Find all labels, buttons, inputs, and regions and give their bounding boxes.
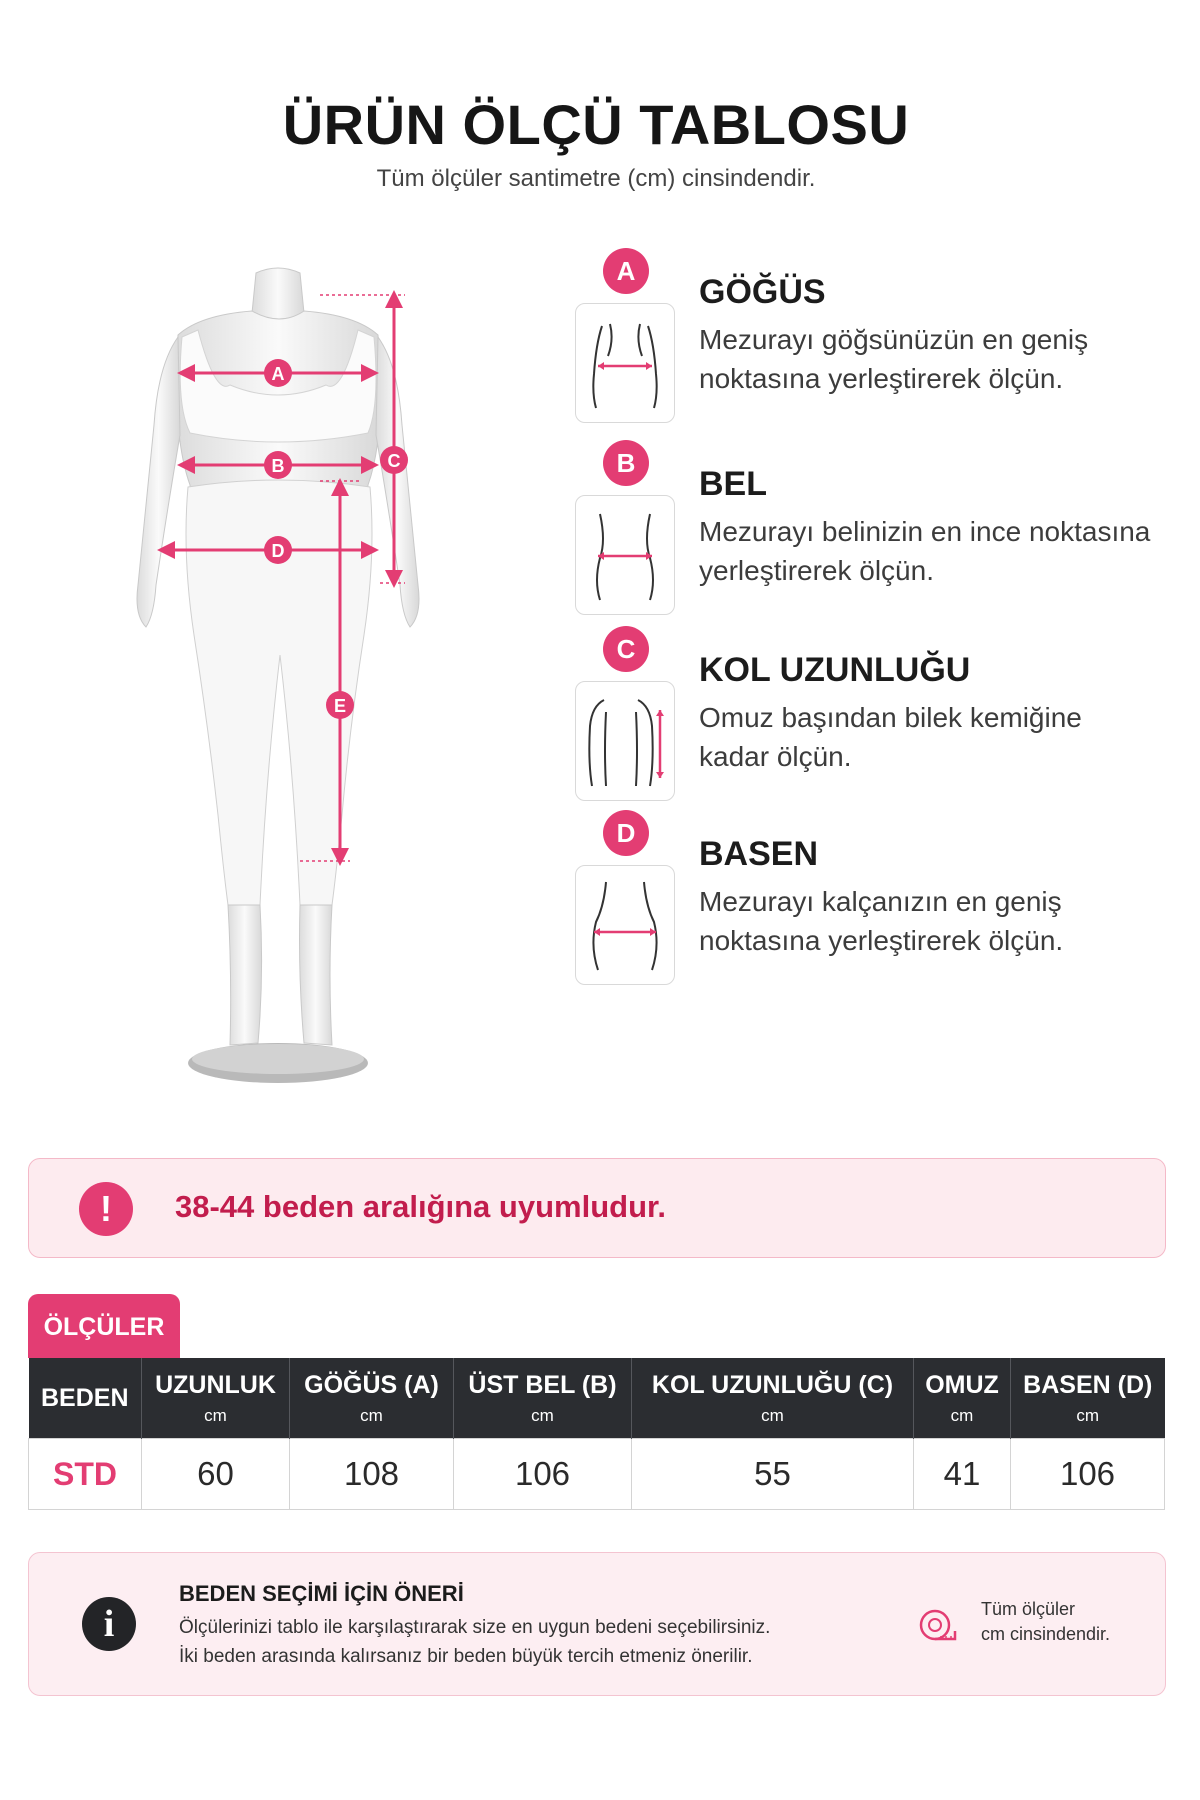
table-header-row [29, 1358, 1165, 1439]
size-range-notice [28, 1158, 1166, 1258]
size-value: STD [29, 1439, 142, 1510]
measurement-letter-badge: C [603, 626, 649, 672]
info-icon: i [82, 1597, 136, 1651]
column-header-upper-waist: ÜST BEL (B) cm [454, 1358, 632, 1439]
column-header-arm-length: KOL UZUNLUĞU (C) cm [632, 1358, 914, 1439]
measurement-letter-badge: B [603, 440, 649, 486]
marker-d-label: D [271, 541, 285, 561]
unit-note-line2: cm cinsindendir. [981, 1624, 1111, 1644]
marker-b-label: B [271, 456, 285, 476]
measurement-item-chest [575, 248, 1175, 428]
measurement-item-hips [575, 810, 1175, 990]
hips-value: 106 [1011, 1439, 1165, 1510]
recommendation-text-line2: İki beden arasında kalırsanız bir beden büyük tercih etmeniz önerilir. [179, 1646, 753, 1667]
page-title: ÜRÜN ÖLÇÜ TABLOSU [282, 93, 910, 156]
marker-c-label: C [387, 451, 401, 471]
measurement-title: BEL [699, 465, 767, 503]
measurement-description: Omuz başından bilek kemiğine kadar ölçün. [699, 702, 1082, 772]
hip-measure-icon [575, 865, 675, 985]
measurement-letter-badge: A [603, 248, 649, 294]
mannequin-measurement-illustration [80, 255, 500, 1105]
marker-a-label: A [271, 364, 285, 384]
upper-waist-value: 106 [454, 1439, 632, 1510]
unit-note-line1: Tüm ölçüler [981, 1599, 1076, 1619]
measurement-description: Mezurayı göğsünüzün en geniş noktasına yerleştirerek ölçün. [699, 324, 1089, 394]
measurement-title: KOL UZUNLUĞU [699, 651, 971, 689]
exclamation-icon: ! [79, 1182, 133, 1236]
chest-measure-icon [575, 303, 675, 423]
chest-value: 108 [290, 1439, 454, 1510]
table-row [29, 1439, 1165, 1510]
mannequin-left-foot [228, 905, 262, 1045]
measuring-tape-icon [917, 1605, 959, 1647]
column-header-shoulder: OMUZ cm [914, 1358, 1011, 1439]
mannequin-left-arm [137, 337, 180, 627]
recommendation-text-line1: Ölçülerinizi tablo ile karşılaştırarak size en uygun bedeni seçebilirsiniz. [179, 1617, 771, 1638]
mannequin-right-foot [300, 905, 333, 1045]
measurement-item-arm-length [575, 626, 1175, 806]
column-header-size: BEDEN [29, 1358, 142, 1439]
recommendation-title: BEDEN SEÇİMİ İÇİN ÖNERİ [179, 1581, 464, 1606]
measurements-tab: ÖLÇÜLER [28, 1294, 180, 1358]
measurement-letter-badge: D [603, 810, 649, 856]
measurement-description: Mezurayı kalçanızın en geniş noktasına yerleştirerek ölçün. [699, 886, 1064, 956]
marker-e-label: E [333, 696, 347, 716]
measurement-title: GÖĞÜS [699, 273, 826, 311]
page-subtitle: Tüm ölçüler santimetre (cm) cinsindendir. [376, 165, 816, 192]
size-recommendation [28, 1552, 1166, 1696]
measurement-item-waist [575, 440, 1175, 620]
arm-length-measure-icon [575, 681, 675, 801]
measurement-title: BASEN [699, 835, 819, 873]
mannequin-neck [252, 268, 304, 319]
shoulder-value: 41 [914, 1439, 1011, 1510]
waist-measure-icon [575, 495, 675, 615]
column-header-chest: GÖĞÜS (A) cm [290, 1358, 454, 1439]
length-value: 60 [142, 1439, 290, 1510]
measurement-description: Mezurayı belinizin en ince noktasına yerleştirerek ölçün. [699, 516, 1151, 586]
size-table [28, 1358, 1165, 1510]
arm-length-value: 55 [632, 1439, 914, 1510]
size-range-text: 38-44 beden aralığına uyumludur. [175, 1189, 666, 1224]
column-header-hips: BASEN (D) cm [1011, 1358, 1165, 1439]
column-header-length: UZUNLUK cm [142, 1358, 290, 1439]
